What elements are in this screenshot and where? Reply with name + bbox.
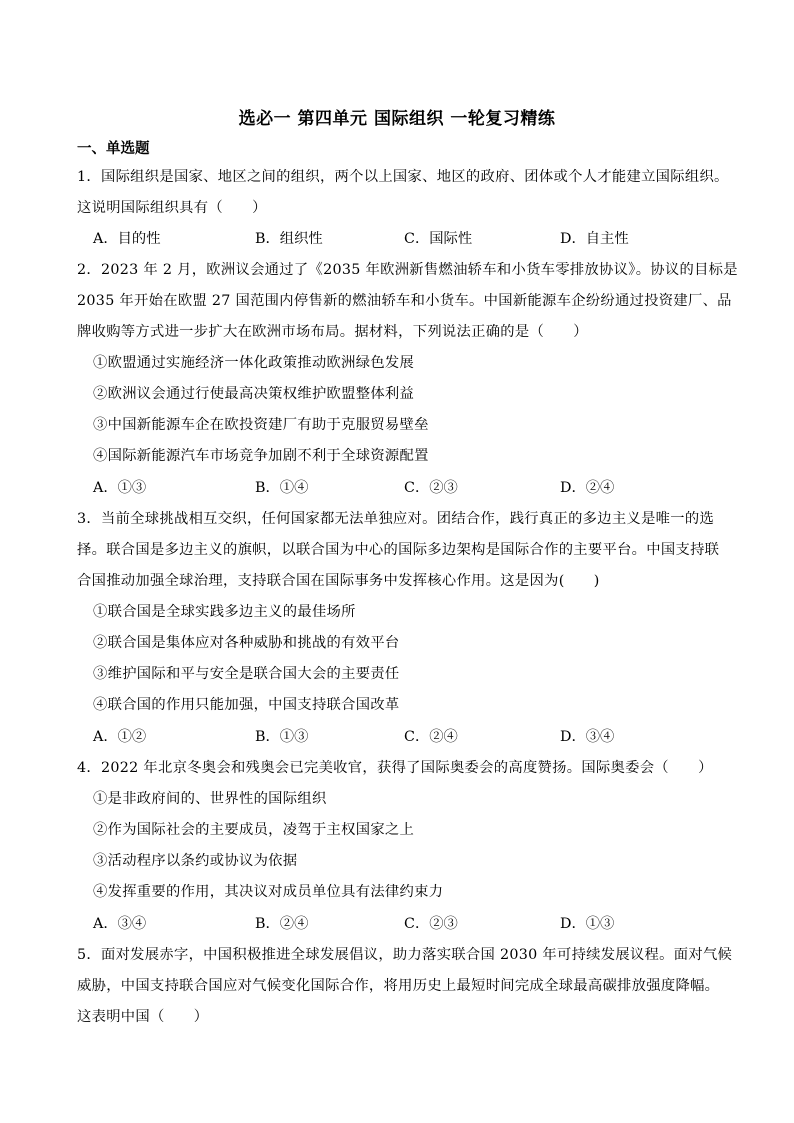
option-d: D．②④ (560, 480, 615, 496)
question-5-line-3: 这表明中国（ ） (77, 1009, 209, 1025)
option-b: B．组织性 (255, 231, 323, 247)
question-2-item-2: ②欧洲议会通过行使最高决策权维护欧盟整体利益 (93, 386, 415, 402)
option-b: B．①③ (255, 729, 309, 745)
question-1-line-2: 这说明国际组织具有（ ） (77, 200, 267, 216)
option-a: A．①③ (93, 480, 147, 496)
question-4-line-1: 4．2022 年北京冬奥会和残奥会已完美收官，获得了国际奥委会的高度赞扬。国际奥委会（ ） (77, 760, 713, 776)
question-5-line-2: 威胁，中国支持联合国应对气候变化国际合作，将用历史上最短时间完成全球最高碳排放强度降幅。 (77, 978, 720, 994)
option-b: B．②④ (255, 916, 309, 932)
option-c: C．国际性 (404, 231, 473, 247)
question-4-item-4: ④发挥重要的作用，其决议对成员单位具有法律约束力 (93, 884, 444, 900)
question-3-line-2: 择。联合国是多边主义的旗帜，以联合国为中心的国际多边架构是国际合作的主要平台。中国支持联 (77, 542, 720, 558)
question-4-options (93, 913, 733, 935)
question-3-options (93, 726, 733, 748)
question-2-line-3: 牌收购等方式进一步扩大在欧洲市场布局。据材料，下列说法正确的是（ ） (77, 324, 588, 340)
question-2-item-3: ③中国新能源车企在欧投资建厂有助于克服贸易壁垒 (93, 417, 429, 433)
option-c: C．②③ (404, 916, 458, 932)
question-5-line-1: 5．面对发展赤字，中国积极推进全球发展倡议，助力落实联合国 2030 年可持续发展议程。面对气候 (77, 947, 733, 963)
option-d: D．③④ (560, 729, 615, 745)
option-c: C．②④ (404, 729, 458, 745)
question-4-item-2: ②作为国际社会的主要成员，凌驾于主权国家之上 (93, 822, 415, 838)
question-3-item-4: ④联合国的作用只能加强，中国支持联合国改革 (93, 697, 400, 713)
question-2-item-4: ④国际新能源汽车市场竞争加剧不利于全球资源配置 (93, 448, 429, 464)
question-4-item-3: ③活动程序以条约或协议为依据 (93, 853, 298, 869)
question-3-line-3: 合国推动加强全球治理，支持联合国在国际事务中发挥核心作用。这是因为( ) (77, 573, 600, 589)
question-2-options (93, 477, 733, 499)
section-heading: 一、单选题 (77, 141, 150, 157)
question-4-item-1: ①是非政府间的、世界性的国际组织 (93, 791, 327, 807)
option-a: A．①② (93, 729, 147, 745)
question-1-line-1: 1．国际组织是国家、地区之间的组织，两个以上国家、地区的政府、团体或个人才能建立国际组织。 (77, 169, 729, 185)
option-d: D．自主性 (560, 231, 629, 247)
question-2-item-1: ①欧盟通过实施经济一体化政策推动欧洲绿色发展 (93, 355, 415, 371)
question-3-item-1: ①联合国是全球实践多边主义的最佳场所 (93, 604, 356, 620)
question-3-line-1: 3．当前全球挑战相互交织，任何国家都无法单独应对。团结合作，践行真正的多边主义是唯一的选 (77, 511, 715, 527)
question-2-line-1: 2．2023 年 2 月，欧洲议会通过了《2035 年欧洲新售燃油轿车和小货车零排放协议》。协议的目标是 (77, 262, 738, 278)
option-a: A．③④ (93, 916, 147, 932)
option-a: A．目的性 (93, 231, 161, 247)
option-d: D．①③ (560, 916, 615, 932)
question-1-options (93, 228, 733, 250)
question-2-line-2: 2035 年开始在欧盟 27 国范围内停售新的燃油轿车和小货车。中国新能源车企纷纷通过投资建厂、品 (77, 293, 732, 309)
option-c: C．②③ (404, 480, 458, 496)
page-title: 选必一 第四单元 国际组织 一轮复习精练 (238, 109, 556, 129)
option-b: B．①④ (255, 480, 309, 496)
question-3-item-3: ③维护国际和平与安全是联合国大会的主要责任 (93, 666, 400, 682)
question-3-item-2: ②联合国是集体应对各种威胁和挑战的有效平台 (93, 635, 400, 651)
